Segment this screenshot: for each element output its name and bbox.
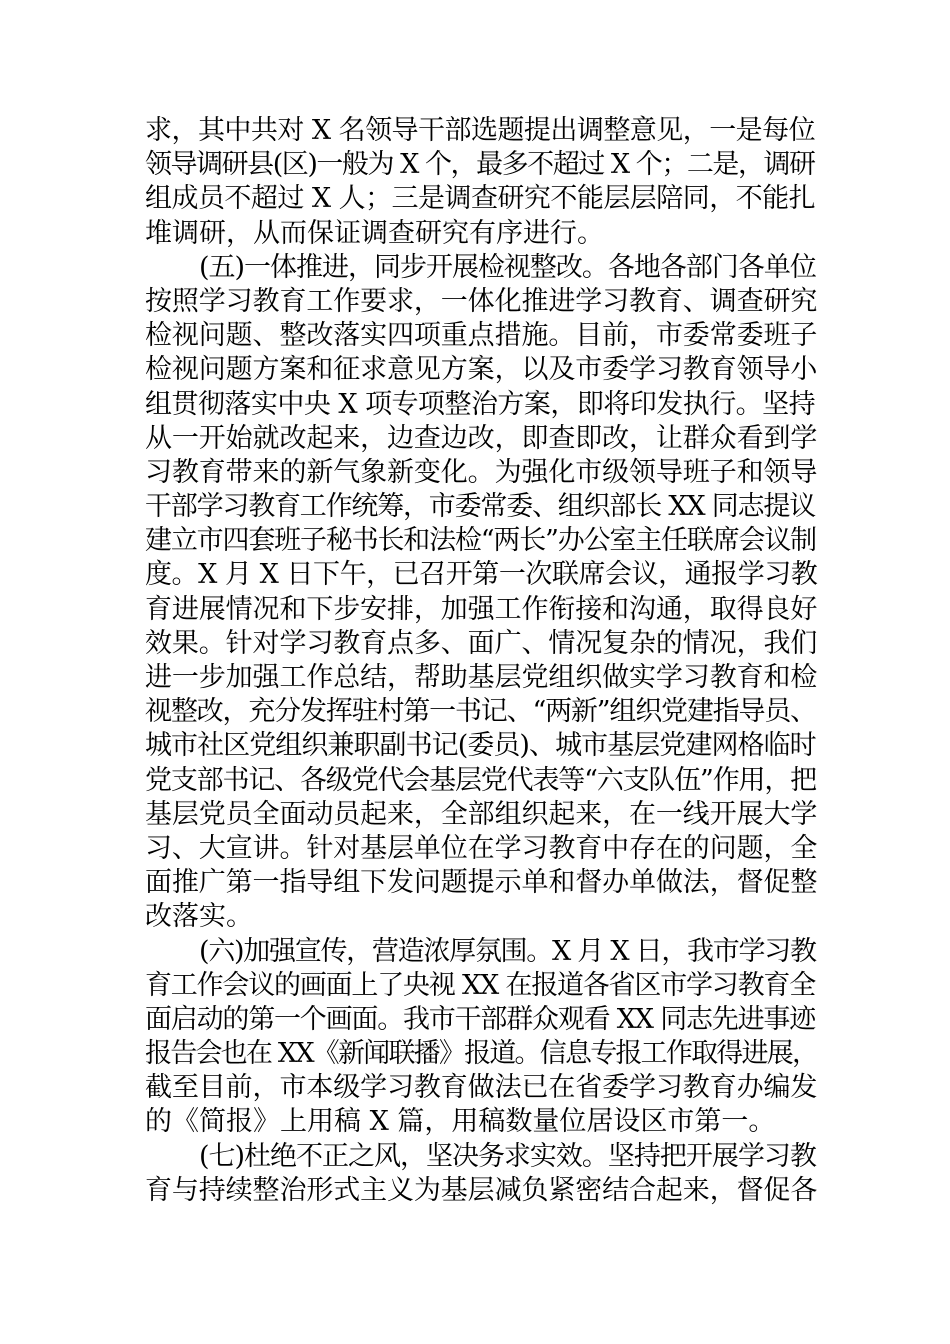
text-line: 干部学习教育工作统筹，市委常委、组织部长 XX 同志提议 (145, 491, 816, 523)
text-line: 求，其中共对 X 名领导干部选题提出调整意见，一是每位 (145, 115, 816, 146)
text-line: 检视问题、整改落实四项重点措施。目前，市委常委班子 (145, 320, 818, 352)
text-line: 育工作会议的画面上了央视 XX 在报道各省区市学习教育全 (145, 969, 816, 1001)
text-line: 效果。针对学习教育点多、面广、情况复杂的情况，我们 (145, 627, 818, 659)
text-line: 面启动的第一个画面。我市干部群众观看 XX 同志先进事迹 (145, 1003, 816, 1035)
text-line: 的《简报》上用稿 X 篇，用稿数量位居设区市第一。 (145, 1106, 776, 1138)
text-line: 城市社区党组织兼职副书记(委员)、城市基层党建网格临时 (145, 730, 816, 762)
text-line: 面推广第一指导组下发问题提示单和督办单做法，督促整 (145, 867, 818, 899)
text-line: 党支部书记、各级党代会基层党代表等“六支队伍”作用，把 (145, 764, 817, 796)
text-line: 按照学习教育工作要求，一体化推进学习教育、调查研究 (145, 285, 818, 317)
document-body (145, 114, 817, 1208)
text-line: 习教育带来的新气象新变化。为强化市级领导班子和领导 (145, 456, 818, 488)
text-line: 建立市四套班子秘书长和法检“两长”办公室主任联席会议制 (145, 525, 817, 557)
text-line: 检视问题方案和征求意见方案，以及市委学习教育领导小 (145, 354, 818, 386)
text-line: 改落实。 (145, 901, 253, 933)
paragraph-first-line: (五)一体推进，同步开展检视整改。各地各部门各单位 (199, 251, 816, 283)
text-line: 领导调研县(区)一般为 X 个，最多不超过 X 个；二是，调研 (145, 149, 815, 181)
text-line: 组成员不超过 X 人；三是调查研究不能层层陪同，不能扎 (145, 183, 816, 215)
text-line: 育进展情况和下步安排，加强工作衔接和沟通，取得良好 (145, 593, 818, 625)
text-line: 进一步加强工作总结，帮助基层党组织做实学习教育和检 (145, 662, 818, 693)
text-line: 组贯彻落实中央 X 项专项整治方案，即将印发执行。坚持 (145, 388, 816, 420)
text-line: 习、大宣讲。针对基层单位在学习教育中存在的问题，全 (145, 832, 818, 864)
paragraph-first-line: (六)加强宣传，营造浓厚氛围。X 月 X 日，我市学习教 (199, 935, 816, 967)
text-line: 从一开始就改起来，边查边改，即查即改，让群众看到学 (145, 422, 818, 454)
text-line: 度。X 月 X 日下午，已召开第一次联席会议，通报学习教 (145, 559, 818, 591)
paragraph-first-line: (七)杜绝不正之风，坚决务求实效。坚持把开展学习教 (199, 1140, 816, 1172)
text-line: 报告会也在 XX《新闻联播》报道。信息专报工作取得进展， (145, 1038, 818, 1070)
text-line: 视整改，充分发挥驻村第一书记、“两新”组织党建指导员、 (145, 696, 817, 728)
text-line: 堆调研，从而保证调查研究有序进行。 (145, 217, 604, 249)
text-line: 育与持续整治形式主义为基层减负紧密结合起来，督促各 (145, 1174, 818, 1206)
text-line: 基层党员全面动员起来，全部组织起来，在一线开展大学 (145, 798, 818, 830)
text-line: 截至目前，市本级学习教育做法已在省委学习教育办编发 (145, 1072, 818, 1104)
